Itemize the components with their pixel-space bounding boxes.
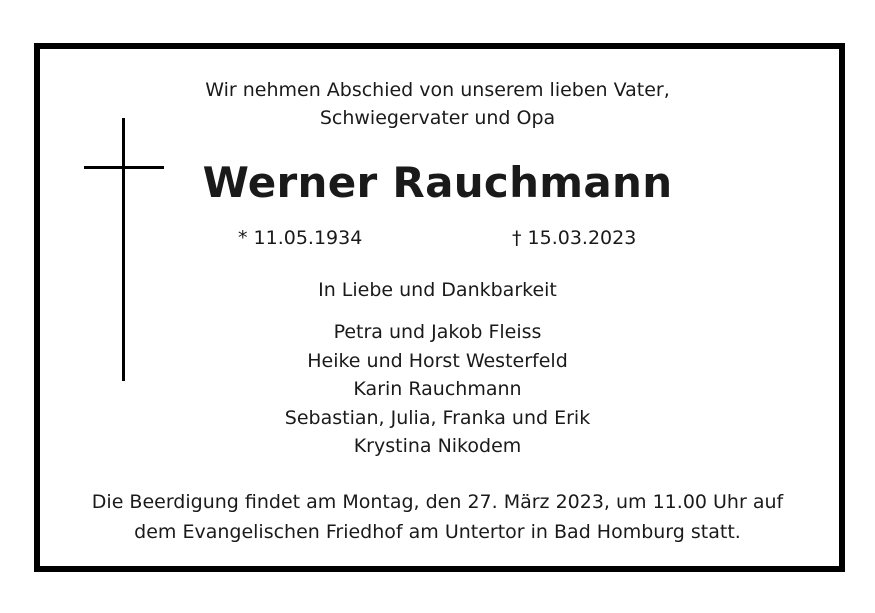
funeral-line: Die Beerdigung findet am Montag, den 27. März 2023, um 11.00 Uhr auf — [91, 491, 784, 513]
mourner-entry: Heike und Horst Westerfeld — [307, 349, 568, 372]
mourner-entry: Sebastian, Julia, Franka und Erik — [284, 406, 591, 429]
mourner-entry: Krystina Nikodem — [353, 435, 522, 457]
funeral-line: dem Evangelischen Friedhof am Untertor in Bad Homburg statt. — [134, 521, 741, 543]
death-date: † 15.03.2023 — [512, 227, 637, 249]
mourners-list — [0, 318, 875, 461]
funeral-info — [0, 487, 875, 547]
dedication-text: In Liebe und Dankbarkeit — [318, 279, 557, 301]
intro-text — [0, 76, 875, 132]
birth-date: * 11.05.1934 — [238, 227, 363, 249]
intro-line: Schwiegervater und Opa — [319, 107, 556, 129]
intro-line: Wir nehmen Abschied von unserem lieben Vater, — [205, 79, 670, 101]
mourner-entry: Petra und Jakob Fleiss — [333, 321, 542, 343]
deceased-name: Werner Rauchmann — [202, 158, 673, 207]
mourner-entry: Karin Rauchmann — [353, 378, 522, 400]
